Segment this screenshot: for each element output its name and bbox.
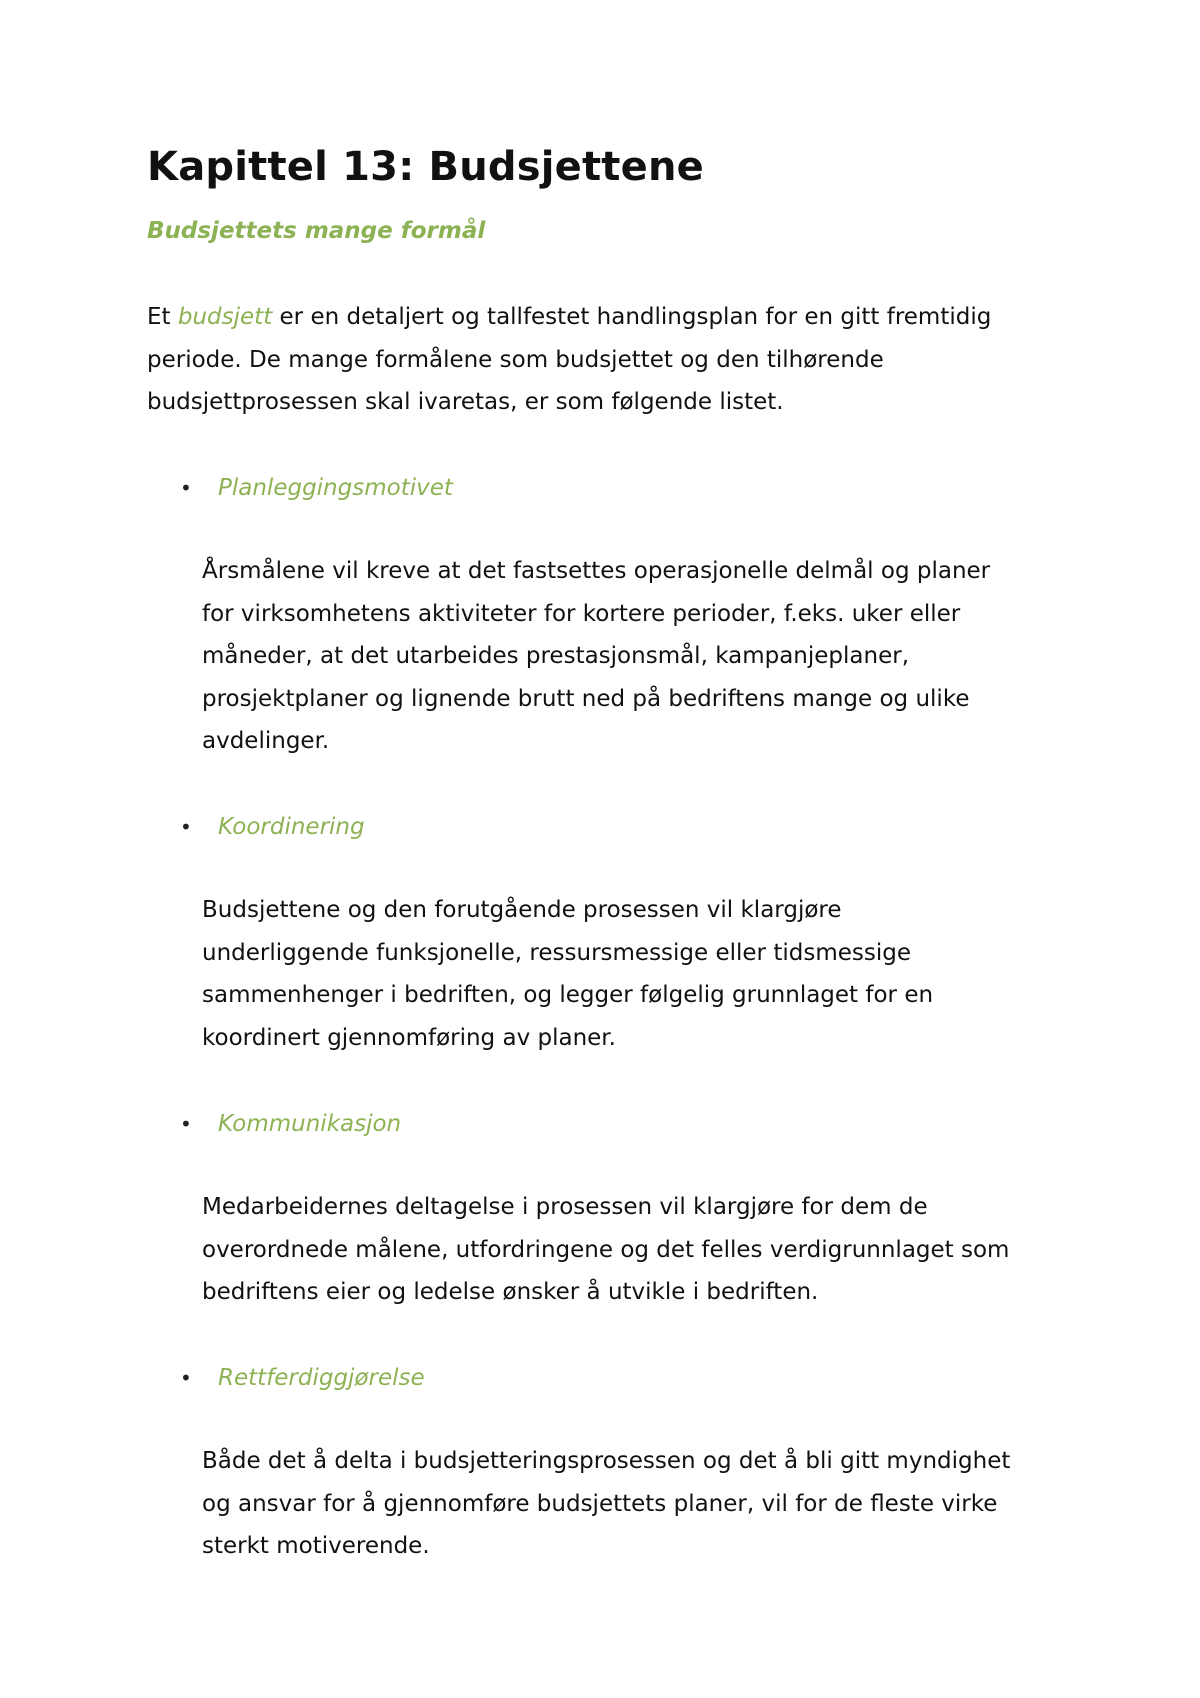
intro-line-2: periode. De mange formålene som budsjettet og den tilhørende: [147, 346, 884, 373]
intro-term: budsjett: [177, 304, 273, 330]
list-item-body: [202, 550, 1082, 763]
bullet-icon: •: [180, 1112, 192, 1136]
list-item-heading: [180, 1363, 425, 1393]
body-line: Årsmålene vil kreve at det fastsettes operasjonelle delmål og planer: [202, 558, 991, 584]
body-line: sammenhenger i bedriften, og legger følgelig grunnlaget for en: [202, 982, 934, 1008]
section-subtitle: Budsjettets mange formål: [147, 218, 486, 244]
intro-line-3: budsjettprosessen skal ivaretas, er som følgende listet.: [147, 389, 784, 415]
bullet-icon: •: [180, 1366, 192, 1390]
body-line: prosjektplaner og lignende brutt ned på bedriftens mange og ulike: [202, 685, 970, 712]
intro-paragraph: [147, 296, 1067, 424]
body-line: avdelinger.: [202, 728, 330, 754]
intro-line-1-rest: er en detaljert og tallfestet handlingsplan for en gitt fremtidig: [272, 304, 992, 330]
chapter-title: Kapittel 13: Budsjettene: [147, 144, 704, 190]
body-line: Budsjettene og den forutgående prosessen vil klargjøre: [202, 897, 842, 923]
body-line: koordinert gjennomføring av planer.: [202, 1024, 616, 1051]
list-item-heading: [180, 473, 453, 503]
list-item-body: [202, 1440, 1082, 1568]
body-line: bedriftens eier og ledelse ønsker å utvikle i bedriften.: [202, 1279, 819, 1305]
list-item-label: Rettferdiggjørelse: [218, 1365, 425, 1391]
list-item-heading: [180, 1109, 401, 1139]
list-item-heading: [180, 812, 365, 842]
body-line: og ansvar for å gjennomføre budsjettets planer, vil for de fleste virke: [202, 1490, 998, 1517]
list-item-label: Kommunikasjon: [218, 1111, 402, 1137]
intro-prefix: Et: [147, 304, 178, 330]
list-item-body: [202, 889, 1082, 1059]
bullet-icon: •: [180, 815, 192, 839]
body-line: for virksomhetens aktiviteter for kortere perioder, f.eks. uker eller: [202, 600, 961, 627]
body-line: underliggende funksjonelle, ressursmessige eller tidsmessige: [202, 939, 911, 966]
body-line: overordnede målene, utfordringene og det felles verdigrunnlaget som: [202, 1236, 1010, 1263]
body-line: Både det å delta i budsjetteringsprosessen og det å bli gitt myndighet: [202, 1448, 1011, 1474]
list-item-body: [202, 1186, 1082, 1314]
body-line: måneder, at det utarbeides prestasjonsmål, kampanjeplaner,: [202, 643, 910, 669]
body-line: Medarbeidernes deltagelse i prosessen vil klargjøre for dem de: [202, 1194, 928, 1220]
list-item-label: Koordinering: [218, 814, 365, 840]
bullet-icon: •: [180, 476, 192, 500]
body-line: sterkt motiverende.: [202, 1533, 430, 1559]
list-item-label: Planleggingsmotivet: [218, 475, 453, 501]
